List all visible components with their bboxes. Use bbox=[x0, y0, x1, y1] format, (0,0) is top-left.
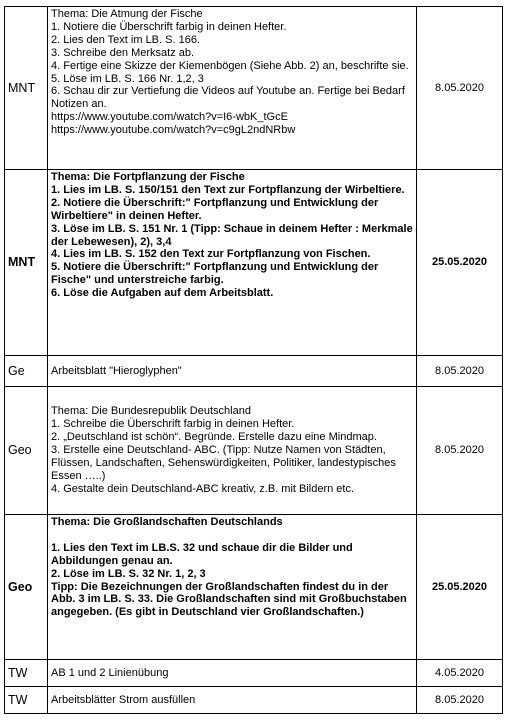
task-line: 3. Erstelle eine Deutschland- ABC. (Tipp: Nutze Namen von Städten, Flüssen, Landschaften, Sehenswürdigkeiten, Politiker, landestypisches Essen …..) bbox=[51, 444, 396, 482]
task-line: Thema: Die Großlandschaften Deutschlands bbox=[51, 516, 283, 528]
subject-cell: MNT bbox=[5, 7, 48, 170]
task-line: 6. Löse die Aufgaben auf dem Arbeitsblatt. bbox=[51, 287, 274, 300]
table-row bbox=[5, 515, 503, 660]
table-row bbox=[5, 660, 503, 687]
task-line: 5. Notiere die Überschrift:" Fortpflanzung und Entwicklung der Fische" und unterstreiche farbig. bbox=[51, 261, 379, 287]
date-cell: 8.05.2020 bbox=[417, 356, 503, 387]
subject-cell: Ge bbox=[5, 356, 48, 387]
date-cell: 8.05.2020 bbox=[417, 687, 503, 714]
task-line: Tipp: Die Bezeichnungen der Großlandschaften findest du in der Abb. 3 im LB. S. 33. Die Großlandschaften sind mit Großbuchstaben angegeben. (Es gibt in Deutschland vier Großlandschaften.) bbox=[51, 580, 407, 619]
task-cell bbox=[48, 7, 417, 170]
subject-cell: Geo bbox=[5, 387, 48, 515]
subject-cell: TW bbox=[5, 660, 48, 687]
blank-line bbox=[51, 529, 413, 542]
task-line: 5. Löse im LB. S. 166 Nr. 1,2, 3 bbox=[51, 72, 204, 85]
task-line: 6. Schau dir zur Vertiefung die Videos auf Youtube an. Fertige bei Bedarf Notizen an. bbox=[51, 85, 405, 111]
table-row bbox=[5, 7, 503, 170]
task-line: AB 1 und 2 Linienübung bbox=[51, 666, 169, 679]
task-line: 1. Lies den Text im LB.S. 32 und schaue dir die Bilder und Abbildungen genau an. bbox=[51, 541, 353, 567]
task-line: Arbeitsblätter Strom ausfüllen bbox=[51, 693, 196, 706]
task-line: Thema: Die Atmung der Fische bbox=[51, 8, 203, 20]
subject-cell: TW bbox=[5, 687, 48, 714]
task-line: Thema: Die Bundesrepublik Deutschland bbox=[51, 405, 251, 418]
task-line: 3. Schreibe den Merksatz ab. bbox=[51, 46, 195, 59]
table-row bbox=[5, 170, 503, 356]
date-cell: 25.05.2020 bbox=[417, 170, 503, 356]
task-line: 2. Lies den Text im LB. S. 166. bbox=[51, 33, 200, 46]
task-line: 4. Fertige eine Skizze der Kiemenbögen (Siehe Abb. 2) an, beschrifte sie. bbox=[51, 59, 409, 72]
task-line: Arbeitsblatt "Hieroglyphen" bbox=[51, 364, 182, 377]
task-cell bbox=[48, 387, 417, 515]
table-row bbox=[5, 687, 503, 714]
task-cell bbox=[48, 660, 417, 687]
subject-cell: MNT bbox=[5, 170, 48, 356]
task-line: 2. „Deutschland ist schön“. Begründe. Erstelle dazu eine Mindmap. bbox=[51, 431, 377, 444]
task-cell bbox=[48, 170, 417, 356]
table-row bbox=[5, 356, 503, 387]
task-line: 1. Schreibe die Überschrift farbig in deinen Hefter. bbox=[51, 418, 295, 431]
date-cell: 8.05.2020 bbox=[417, 7, 503, 170]
task-line: 4. Gestalte dein Deutschland-ABC kreativ, z.B. mit Bildern etc. bbox=[51, 482, 355, 495]
date-cell: 4.05.2020 bbox=[417, 660, 503, 687]
date-cell: 25.05.2020 bbox=[417, 515, 503, 660]
task-cell bbox=[48, 356, 417, 387]
video-link[interactable]: https://www.youtube.com/watch?v=c9gL2ndNRbw bbox=[51, 124, 296, 137]
task-line: 1. Lies im LB. S. 150/151 den Text zur Fortpflanzung der Wirbeltiere. bbox=[51, 183, 405, 196]
task-cell bbox=[48, 687, 417, 714]
task-line: 2. Löse im LB. S. 32 Nr. 1, 2, 3 bbox=[51, 567, 206, 580]
task-line: 2. Notiere die Überschrift:" Fortpflanzung und Entwicklung der Wirbeltiere" in deinen Hefter. bbox=[51, 196, 379, 222]
table-row bbox=[5, 387, 503, 515]
task-cell bbox=[48, 515, 417, 660]
video-link[interactable]: https://www.youtube.com/watch?v=I6-wbK_tGcE bbox=[51, 111, 288, 124]
task-line: 4. Lies im LB. S. 152 den Text zur Fortpflanzung von Fischen. bbox=[51, 248, 371, 261]
assignment-table bbox=[4, 6, 503, 714]
task-line: Thema: Die Fortpflanzung der Fische bbox=[51, 171, 245, 183]
task-line: 1. Notiere die Überschrift farbig in deinen Hefter. bbox=[51, 20, 287, 33]
date-cell: 8.05.2020 bbox=[417, 387, 503, 515]
task-line: 3. Löse im LB. S. 151 Nr. 1 (Tipp: Schaue in deinem Hefter : Merkmale der Lebewesen), 2), 3,4 bbox=[51, 222, 413, 248]
subject-cell: Geo bbox=[5, 515, 48, 660]
